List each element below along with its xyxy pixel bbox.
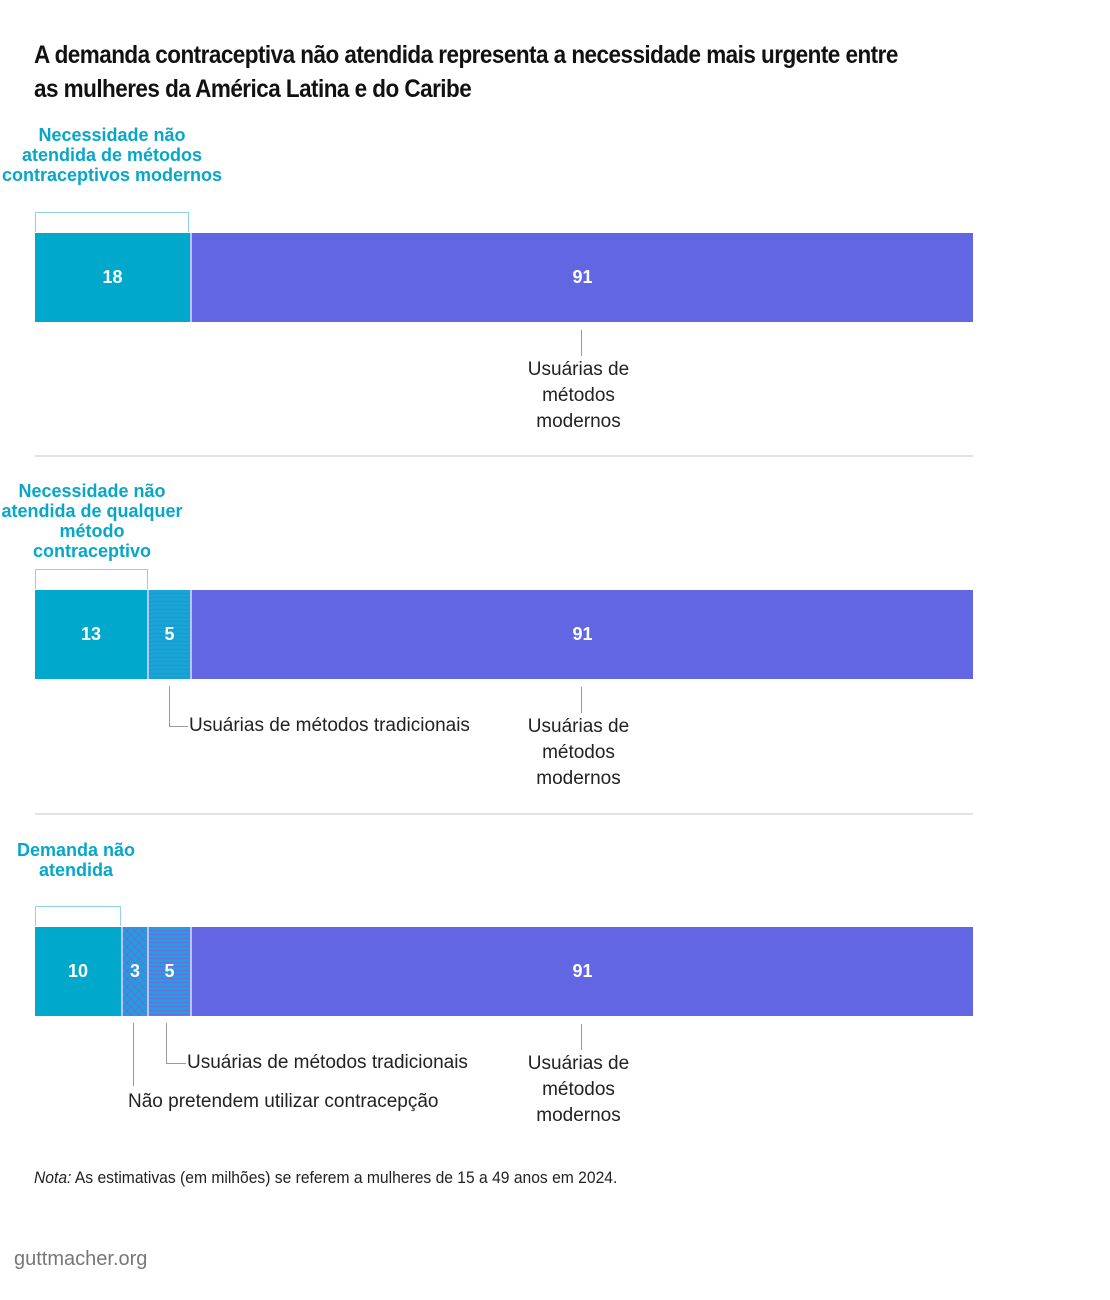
segment-traditional: 5 — [147, 590, 190, 679]
group-label: Necessidade não atendida de qualquer método contraceptivo — [1, 481, 183, 561]
segment-unmet: 10 — [35, 927, 121, 1016]
footnote-text: As estimativas (em milhões) se referem a mulheres de 15 a 49 anos em 2024. — [71, 1168, 618, 1187]
segment-modern: 91 — [190, 233, 973, 322]
segment-no-intention: 3 — [121, 927, 147, 1016]
leader-line — [581, 687, 582, 713]
source-credit: guttmacher.org — [14, 1248, 148, 1270]
bracket — [35, 569, 148, 589]
stacked-bar — [35, 233, 973, 322]
bracket — [35, 212, 189, 232]
divider — [35, 813, 973, 815]
bracket — [35, 906, 121, 926]
annotation-modern: Usuárias de métodos modernos — [527, 716, 630, 789]
segment-modern: 91 — [190, 927, 973, 1016]
chart-title: A demanda contraceptiva não atendida representa a necessidade mais urgente entre as mulheres da América Latina e do Caribe — [34, 41, 898, 103]
segment-unmet: 18 — [35, 233, 190, 322]
leader-line — [169, 686, 188, 727]
group-label: Demanda não atendida — [16, 840, 136, 880]
group-label: Necessidade não atendida de métodos contraceptivos modernos — [1, 125, 223, 185]
leader-line — [581, 330, 582, 356]
divider — [35, 455, 973, 457]
leader-line — [166, 1023, 186, 1064]
leader-line — [133, 1023, 134, 1086]
stacked-bar — [35, 927, 973, 1016]
annotation-traditional: Usuárias de métodos tradicionais — [189, 715, 470, 736]
annotation-modern: Usuárias de métodos modernos — [527, 359, 630, 432]
segment-modern: 91 — [190, 590, 973, 679]
footnote-prefix: Nota: — [34, 1168, 72, 1187]
annotation-traditional: Usuárias de métodos tradicionais — [187, 1052, 468, 1073]
annotation-no-intention: Não pretendem utilizar contracepção — [128, 1091, 439, 1112]
footnote — [34, 1168, 617, 1188]
segment-traditional: 5 — [147, 927, 190, 1016]
leader-line — [581, 1024, 582, 1050]
segment-unmet: 13 — [35, 590, 147, 679]
annotation-modern: Usuárias de métodos modernos — [527, 1053, 630, 1126]
stacked-bar — [35, 590, 973, 679]
